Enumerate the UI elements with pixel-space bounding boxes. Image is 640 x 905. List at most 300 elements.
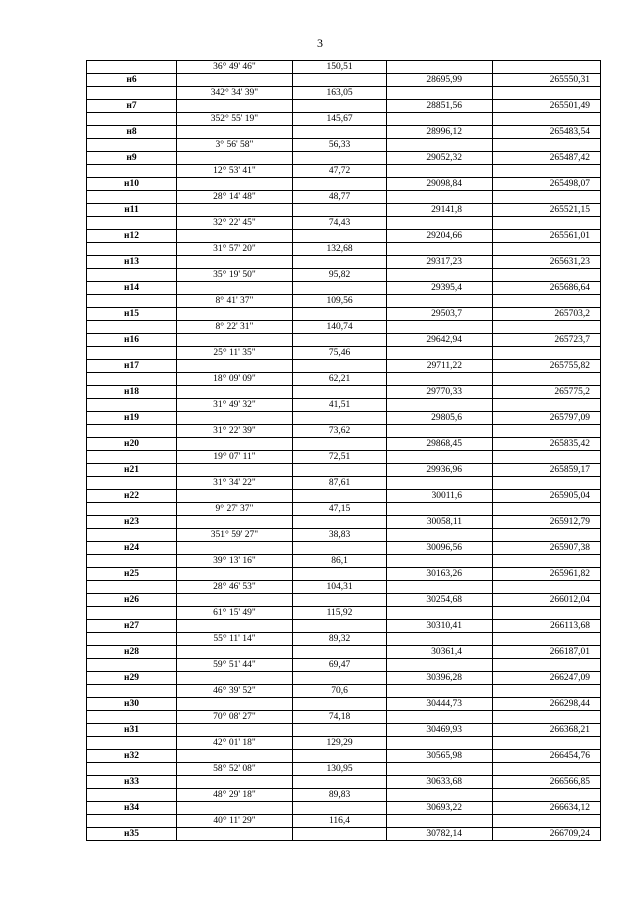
segment-row <box>87 451 601 464</box>
distance-cell: 72,51 <box>293 451 387 464</box>
point-row <box>87 282 601 295</box>
direction-angle-cell: 342° 34' 39" <box>177 87 293 100</box>
point-row <box>87 230 601 243</box>
empty-cell <box>493 711 601 724</box>
empty-cell <box>87 451 177 464</box>
empty-cell <box>87 555 177 568</box>
direction-angle-cell: 40° 11' 29" <box>177 815 293 828</box>
empty-cell <box>387 685 493 698</box>
empty-cell <box>293 672 387 685</box>
empty-cell <box>387 815 493 828</box>
empty-cell <box>493 503 601 516</box>
point-name-cell: н20 <box>87 438 177 451</box>
page-number: 3 <box>317 36 323 50</box>
empty-cell <box>387 243 493 256</box>
empty-cell <box>87 659 177 672</box>
point-name-cell: н34 <box>87 802 177 815</box>
direction-angle-cell: 28° 46' 53" <box>177 581 293 594</box>
segment-row <box>87 373 601 386</box>
point-row <box>87 672 601 685</box>
x-coordinate-cell: 28851,56 <box>387 100 493 113</box>
empty-cell <box>293 360 387 373</box>
y-coordinate-cell: 265483,54 <box>493 126 601 139</box>
empty-cell <box>493 581 601 594</box>
empty-cell <box>87 763 177 776</box>
x-coordinate-cell: 29141,8 <box>387 204 493 217</box>
empty-cell <box>87 87 177 100</box>
direction-angle-cell: 31° 49' 32" <box>177 399 293 412</box>
empty-cell <box>387 321 493 334</box>
empty-cell <box>87 789 177 802</box>
point-row <box>87 828 601 841</box>
empty-cell <box>387 295 493 308</box>
segment-row <box>87 503 601 516</box>
empty-cell <box>493 347 601 360</box>
x-coordinate-cell: 29936,96 <box>387 464 493 477</box>
x-coordinate-cell: 29395,4 <box>387 282 493 295</box>
empty-cell <box>387 399 493 412</box>
empty-cell <box>87 685 177 698</box>
direction-angle-cell: 9° 27' 37" <box>177 503 293 516</box>
empty-cell <box>177 490 293 503</box>
empty-cell <box>387 503 493 516</box>
segment-row <box>87 165 601 178</box>
point-name-cell: н13 <box>87 256 177 269</box>
distance-cell: 163,05 <box>293 87 387 100</box>
empty-cell <box>493 815 601 828</box>
empty-cell <box>493 269 601 282</box>
direction-angle-cell: 36° 49' 46" <box>177 61 293 74</box>
distance-cell: 89,83 <box>293 789 387 802</box>
point-row <box>87 74 601 87</box>
distance-cell: 47,72 <box>293 165 387 178</box>
y-coordinate-cell: 265723,7 <box>493 334 601 347</box>
point-name-cell: н6 <box>87 74 177 87</box>
empty-cell <box>293 776 387 789</box>
point-row <box>87 776 601 789</box>
point-row <box>87 412 601 425</box>
empty-cell <box>293 178 387 191</box>
empty-cell <box>177 724 293 737</box>
empty-cell <box>293 646 387 659</box>
point-name-cell: н27 <box>87 620 177 633</box>
empty-cell <box>87 243 177 256</box>
segment-row <box>87 477 601 490</box>
point-row <box>87 152 601 165</box>
empty-cell <box>387 633 493 646</box>
empty-cell <box>387 711 493 724</box>
segment-row <box>87 607 601 620</box>
direction-angle-cell: 58° 52' 08" <box>177 763 293 776</box>
distance-cell: 150,51 <box>293 61 387 74</box>
empty-cell <box>293 516 387 529</box>
y-coordinate-cell: 266634,12 <box>493 802 601 815</box>
empty-cell <box>177 464 293 477</box>
point-row <box>87 594 601 607</box>
segment-row <box>87 217 601 230</box>
distance-cell: 129,29 <box>293 737 387 750</box>
point-name-cell: н17 <box>87 360 177 373</box>
point-name-cell: н15 <box>87 308 177 321</box>
empty-cell <box>293 126 387 139</box>
empty-cell <box>293 568 387 581</box>
segment-row <box>87 191 601 204</box>
x-coordinate-cell: 29770,33 <box>387 386 493 399</box>
empty-cell <box>387 555 493 568</box>
segment-row <box>87 243 601 256</box>
distance-cell: 145,67 <box>293 113 387 126</box>
distance-cell: 104,31 <box>293 581 387 594</box>
point-row <box>87 620 601 633</box>
direction-angle-cell: 19° 07' 11" <box>177 451 293 464</box>
distance-cell: 109,56 <box>293 295 387 308</box>
point-name-cell: н22 <box>87 490 177 503</box>
empty-cell <box>87 737 177 750</box>
segment-row <box>87 295 601 308</box>
distance-cell: 95,82 <box>293 269 387 282</box>
empty-cell <box>293 152 387 165</box>
empty-cell <box>177 178 293 191</box>
empty-cell <box>493 789 601 802</box>
x-coordinate-cell: 30163,26 <box>387 568 493 581</box>
point-row <box>87 542 601 555</box>
direction-angle-cell: 32° 22' 45" <box>177 217 293 230</box>
x-coordinate-cell: 29317,23 <box>387 256 493 269</box>
empty-cell <box>177 100 293 113</box>
empty-cell <box>87 217 177 230</box>
empty-cell <box>293 802 387 815</box>
empty-cell <box>177 776 293 789</box>
segment-row <box>87 425 601 438</box>
x-coordinate-cell: 28996,12 <box>387 126 493 139</box>
empty-cell <box>177 360 293 373</box>
point-name-cell: н32 <box>87 750 177 763</box>
empty-cell <box>493 243 601 256</box>
point-name-cell: н16 <box>87 334 177 347</box>
y-coordinate-cell: 265501,49 <box>493 100 601 113</box>
y-coordinate-cell: 266709,24 <box>493 828 601 841</box>
empty-cell <box>87 295 177 308</box>
distance-cell: 132,68 <box>293 243 387 256</box>
point-name-cell: н29 <box>87 672 177 685</box>
empty-cell <box>293 74 387 87</box>
empty-cell <box>387 269 493 282</box>
empty-cell <box>493 217 601 230</box>
empty-cell <box>387 659 493 672</box>
segment-row <box>87 529 601 542</box>
empty-cell <box>493 685 601 698</box>
empty-cell <box>493 61 601 74</box>
segment-row <box>87 789 601 802</box>
empty-cell <box>87 113 177 126</box>
y-coordinate-cell: 265859,17 <box>493 464 601 477</box>
direction-angle-cell: 18° 09' 09" <box>177 373 293 386</box>
direction-angle-cell: 39° 13' 16" <box>177 555 293 568</box>
empty-cell <box>177 282 293 295</box>
direction-angle-cell: 352° 55' 19" <box>177 113 293 126</box>
y-coordinate-cell: 266113,68 <box>493 620 601 633</box>
x-coordinate-cell: 29642,94 <box>387 334 493 347</box>
y-coordinate-cell: 266012,04 <box>493 594 601 607</box>
empty-cell <box>87 581 177 594</box>
empty-cell <box>87 269 177 282</box>
empty-cell <box>493 321 601 334</box>
point-row <box>87 438 601 451</box>
empty-cell <box>177 828 293 841</box>
point-row <box>87 698 601 711</box>
empty-cell <box>177 334 293 347</box>
direction-angle-cell: 31° 34' 22" <box>177 477 293 490</box>
empty-cell <box>293 308 387 321</box>
point-row <box>87 334 601 347</box>
empty-cell <box>293 724 387 737</box>
direction-angle-cell: 8° 41' 37" <box>177 295 293 308</box>
y-coordinate-cell: 265498,07 <box>493 178 601 191</box>
empty-cell <box>177 204 293 217</box>
empty-cell <box>387 425 493 438</box>
direction-angle-cell: 31° 57' 20" <box>177 243 293 256</box>
distance-cell: 47,15 <box>293 503 387 516</box>
empty-cell <box>387 789 493 802</box>
empty-cell <box>177 568 293 581</box>
y-coordinate-cell: 265631,23 <box>493 256 601 269</box>
distance-cell: 87,61 <box>293 477 387 490</box>
x-coordinate-cell: 30693,22 <box>387 802 493 815</box>
empty-cell <box>387 217 493 230</box>
direction-angle-cell: 46° 39' 52" <box>177 685 293 698</box>
direction-angle-cell: 25° 11' 35" <box>177 347 293 360</box>
empty-cell <box>293 594 387 607</box>
point-name-cell: н33 <box>87 776 177 789</box>
empty-cell <box>177 412 293 425</box>
point-name-cell: н10 <box>87 178 177 191</box>
segment-row <box>87 269 601 282</box>
point-name-cell: н23 <box>87 516 177 529</box>
empty-cell <box>387 529 493 542</box>
empty-cell <box>493 451 601 464</box>
y-coordinate-cell: 265835,42 <box>493 438 601 451</box>
empty-cell <box>293 100 387 113</box>
segment-row <box>87 61 601 74</box>
x-coordinate-cell: 30254,68 <box>387 594 493 607</box>
empty-cell <box>387 347 493 360</box>
y-coordinate-cell: 265703,2 <box>493 308 601 321</box>
point-name-cell: н12 <box>87 230 177 243</box>
segment-row <box>87 87 601 100</box>
point-name-cell: н35 <box>87 828 177 841</box>
empty-cell <box>87 477 177 490</box>
distance-cell: 86,1 <box>293 555 387 568</box>
y-coordinate-cell: 265912,79 <box>493 516 601 529</box>
empty-cell <box>87 373 177 386</box>
empty-cell <box>177 516 293 529</box>
point-name-cell: н9 <box>87 152 177 165</box>
x-coordinate-cell: 30396,28 <box>387 672 493 685</box>
distance-cell: 48,77 <box>293 191 387 204</box>
point-row <box>87 750 601 763</box>
x-coordinate-cell: 29868,45 <box>387 438 493 451</box>
empty-cell <box>387 61 493 74</box>
empty-cell <box>87 633 177 646</box>
point-name-cell: н14 <box>87 282 177 295</box>
y-coordinate-cell: 265775,2 <box>493 386 601 399</box>
point-row <box>87 646 601 659</box>
segment-row <box>87 347 601 360</box>
point-name-cell: н8 <box>87 126 177 139</box>
empty-cell <box>493 113 601 126</box>
segment-row <box>87 581 601 594</box>
empty-cell <box>293 750 387 763</box>
segment-row <box>87 399 601 412</box>
x-coordinate-cell: 30096,56 <box>387 542 493 555</box>
empty-cell <box>387 373 493 386</box>
point-row <box>87 204 601 217</box>
empty-cell <box>493 139 601 152</box>
y-coordinate-cell: 266368,21 <box>493 724 601 737</box>
empty-cell <box>387 165 493 178</box>
direction-angle-cell: 42° 01' 18" <box>177 737 293 750</box>
segment-row <box>87 321 601 334</box>
point-row <box>87 386 601 399</box>
point-name-cell: н21 <box>87 464 177 477</box>
point-row <box>87 100 601 113</box>
distance-cell: 89,32 <box>293 633 387 646</box>
empty-cell <box>293 438 387 451</box>
empty-cell <box>387 737 493 750</box>
empty-cell <box>387 87 493 100</box>
empty-cell <box>177 126 293 139</box>
segment-row <box>87 711 601 724</box>
point-row <box>87 256 601 269</box>
distance-cell: 41,51 <box>293 399 387 412</box>
direction-angle-cell: 48° 29' 18" <box>177 789 293 802</box>
empty-cell <box>87 191 177 204</box>
point-name-cell: н30 <box>87 698 177 711</box>
y-coordinate-cell: 265797,09 <box>493 412 601 425</box>
empty-cell <box>493 555 601 568</box>
y-coordinate-cell: 265561,01 <box>493 230 601 243</box>
coordinates-table-body <box>87 61 601 841</box>
segment-row <box>87 737 601 750</box>
empty-cell <box>177 308 293 321</box>
x-coordinate-cell: 29098,84 <box>387 178 493 191</box>
empty-cell <box>87 399 177 412</box>
empty-cell <box>87 347 177 360</box>
y-coordinate-cell: 266247,09 <box>493 672 601 685</box>
empty-cell <box>493 607 601 620</box>
x-coordinate-cell: 29805,6 <box>387 412 493 425</box>
empty-cell <box>177 74 293 87</box>
x-coordinate-cell: 30361,4 <box>387 646 493 659</box>
point-row <box>87 490 601 503</box>
empty-cell <box>493 763 601 776</box>
x-coordinate-cell: 30565,98 <box>387 750 493 763</box>
point-row <box>87 464 601 477</box>
x-coordinate-cell: 30011,6 <box>387 490 493 503</box>
empty-cell <box>293 542 387 555</box>
distance-cell: 69,47 <box>293 659 387 672</box>
y-coordinate-cell: 265521,15 <box>493 204 601 217</box>
point-row <box>87 126 601 139</box>
empty-cell <box>87 503 177 516</box>
direction-angle-cell: 28° 14' 48" <box>177 191 293 204</box>
direction-angle-cell: 55° 11' 14" <box>177 633 293 646</box>
direction-angle-cell: 61° 15' 49" <box>177 607 293 620</box>
distance-cell: 74,43 <box>293 217 387 230</box>
empty-cell <box>87 139 177 152</box>
empty-cell <box>493 425 601 438</box>
empty-cell <box>493 165 601 178</box>
x-coordinate-cell: 30633,68 <box>387 776 493 789</box>
empty-cell <box>87 321 177 334</box>
empty-cell <box>293 828 387 841</box>
empty-cell <box>293 282 387 295</box>
distance-cell: 70,6 <box>293 685 387 698</box>
empty-cell <box>493 737 601 750</box>
point-name-cell: н7 <box>87 100 177 113</box>
empty-cell <box>177 256 293 269</box>
direction-angle-cell: 3° 56' 58" <box>177 139 293 152</box>
empty-cell <box>387 191 493 204</box>
empty-cell <box>493 87 601 100</box>
empty-cell <box>293 412 387 425</box>
segment-row <box>87 685 601 698</box>
distance-cell: 140,74 <box>293 321 387 334</box>
point-row <box>87 360 601 373</box>
point-row <box>87 802 601 815</box>
distance-cell: 130,95 <box>293 763 387 776</box>
empty-cell <box>177 646 293 659</box>
empty-cell <box>493 477 601 490</box>
point-name-cell: н11 <box>87 204 177 217</box>
empty-cell <box>387 607 493 620</box>
distance-cell: 74,18 <box>293 711 387 724</box>
y-coordinate-cell: 265755,82 <box>493 360 601 373</box>
point-name-cell: н25 <box>87 568 177 581</box>
empty-cell <box>387 763 493 776</box>
x-coordinate-cell: 29503,7 <box>387 308 493 321</box>
point-name-cell: н26 <box>87 594 177 607</box>
point-name-cell: н24 <box>87 542 177 555</box>
x-coordinate-cell: 30782,14 <box>387 828 493 841</box>
distance-cell: 38,83 <box>293 529 387 542</box>
y-coordinate-cell: 265686,64 <box>493 282 601 295</box>
empty-cell <box>87 815 177 828</box>
empty-cell <box>293 464 387 477</box>
segment-row <box>87 815 601 828</box>
empty-cell <box>87 61 177 74</box>
empty-cell <box>493 659 601 672</box>
distance-cell: 115,92 <box>293 607 387 620</box>
distance-cell: 56,33 <box>293 139 387 152</box>
segment-row <box>87 555 601 568</box>
empty-cell <box>177 542 293 555</box>
distance-cell: 73,62 <box>293 425 387 438</box>
x-coordinate-cell: 30469,93 <box>387 724 493 737</box>
segment-row <box>87 633 601 646</box>
empty-cell <box>87 711 177 724</box>
distance-cell: 116,4 <box>293 815 387 828</box>
empty-cell <box>177 802 293 815</box>
distance-cell: 62,21 <box>293 373 387 386</box>
empty-cell <box>87 425 177 438</box>
y-coordinate-cell: 265905,04 <box>493 490 601 503</box>
empty-cell <box>493 373 601 386</box>
empty-cell <box>493 191 601 204</box>
y-coordinate-cell: 265550,31 <box>493 74 601 87</box>
x-coordinate-cell: 29711,22 <box>387 360 493 373</box>
x-coordinate-cell: 28695,99 <box>387 74 493 87</box>
